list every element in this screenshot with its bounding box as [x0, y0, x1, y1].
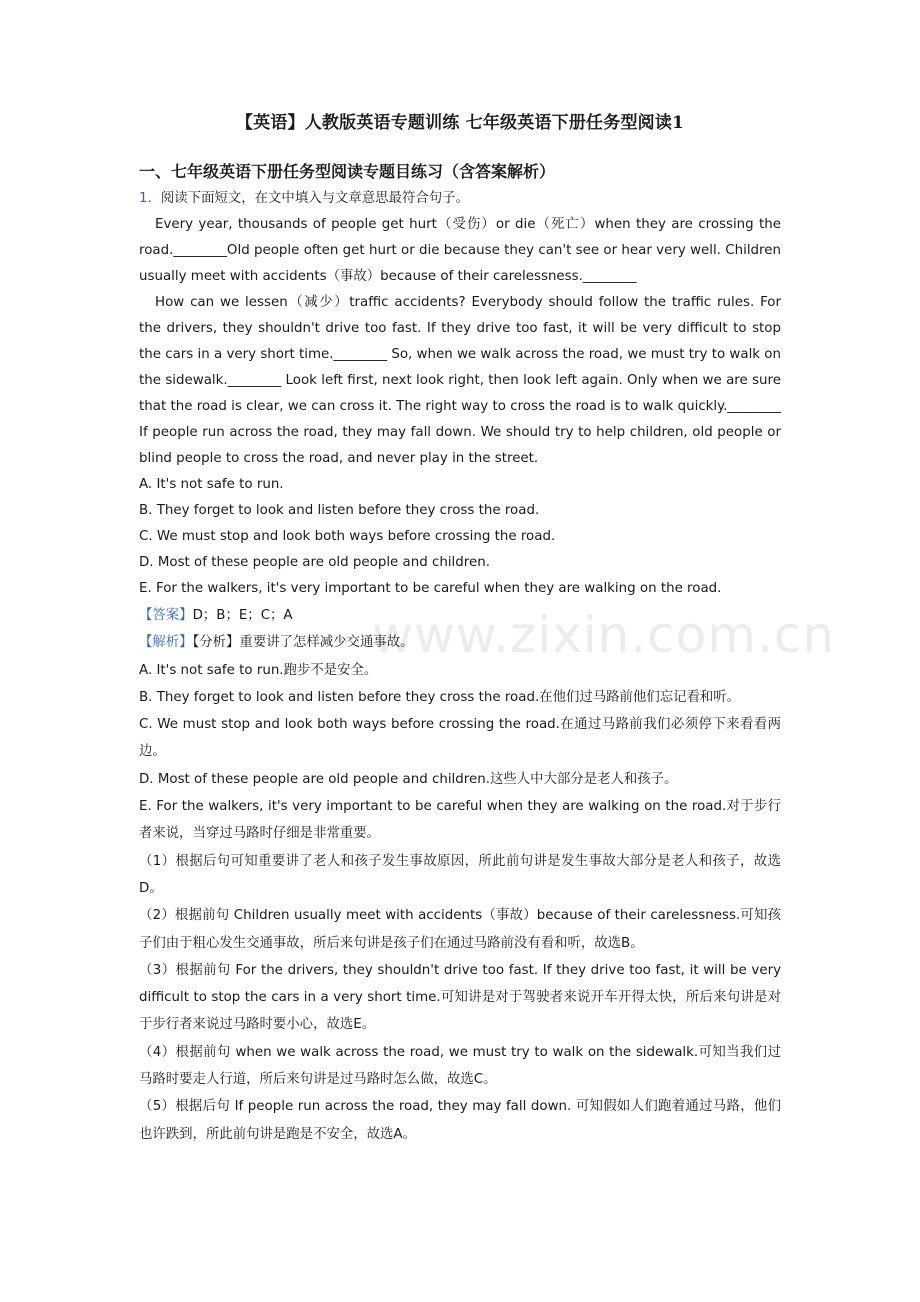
translation-b: B. They forget to look and listen before they cross the road.在他们过马路前他们忘记看和听。: [139, 689, 741, 705]
translation-e: E. For the walkers, it's very important to be careful when they are walking on the road.对于步行者来说，当穿过马路时仔细是非常重要。: [139, 799, 781, 842]
analysis-line: [139, 629, 781, 656]
document-page: [139, 108, 781, 1148]
question-number: 1．: [139, 191, 161, 206]
analysis-step-1: （1）根据后句可知重要讲了老人和孩子发生事故原因，所此前句讲是发生事故大部分是老人和孩子，故选D。: [139, 853, 781, 896]
analysis-step-3: （3）根据前句 For the drivers, they shouldn't drive too fast. If they drive too fast, it will be very difficult to stop the cars in a very short time.可知讲是对于驾驶者来说开车开得太快，所后来句讲是对于步行者来说过马路时要小心，故选E。: [139, 962, 781, 1033]
option-e: E. For the walkers, it's very important to be careful when they are walking on the road.: [139, 581, 722, 596]
answer-label: 【答案】: [139, 608, 193, 623]
analysis-step-4: （4）根据前句 when we walk across the road, we must try to walk on the sidewalk.可知当我们过马路时要走人行道，所后来句讲是过马路时怎么做，故选C。: [139, 1044, 781, 1088]
watermark: www.zixin.com.cn: [372, 606, 836, 664]
passage-paragraph-1: Every year, thousands of people get hurt（受伤）or die（死亡）when they are crossing the road.________Old people often get hurt or die because they can't see or hear very well. Children usually meet with accidents（事故）because of their carelessness.________: [139, 217, 781, 284]
translation-a: A. It's not safe to run.跑步不是安全。: [139, 662, 378, 678]
option-d: D. Most of these people are old people and children.: [139, 555, 490, 570]
analysis-label: 【解析】: [139, 635, 193, 651]
question-instruction: [139, 186, 781, 212]
document-title: 【英语】人教版英语专题训练 七年级英语下册任务型阅读1: [235, 113, 685, 133]
answer-text: D；B；E；C；A: [192, 608, 293, 623]
option-b: B. They forget to look and listen before they cross the road.: [139, 503, 540, 518]
answer-line: [139, 602, 781, 629]
instruction-text: 阅读下面短文，在文中填入与文章意思最符合句子。: [160, 191, 469, 206]
section-heading: 一、七年级英语下册任务型阅读专题目练习（含答案解析）: [139, 162, 556, 181]
passage-paragraph-2: How can we lessen（减少）traffic accidents? Everybody should follow the traffic rules. For the drivers, they shouldn't drive too fast. If they drive too fast, it will be very difficult to stop the cars in a very short time.________ So, when we walk across the road, we must try to walk on the sidewalk.________ Look left first, next look right, then look left again. Only when we are sure that the road is clear, we can cross it. The right way to cross the road is to walk quickly.________ If people run across the road, they may fall down. We should try to help children, old people or blind people to cross the road, and never play in the street.: [139, 295, 781, 466]
option-a: A. It's not safe to run.: [139, 477, 284, 492]
translation-c: C. We must stop and look both ways before crossing the road.在通过马路前我们必须停下来看看两边。: [139, 717, 781, 760]
analysis-intro: 【分析】重要讲了怎样减少交通事故。: [192, 635, 414, 651]
analysis-step-5: （5）根据后句 If people run across the road, they may fall down. 可知假如人们跑着通过马路，他们也许跌到，所此前句讲是跑是不安全，故选A。: [139, 1099, 781, 1142]
analysis-step-2: （2）根据前句 Children usually meet with accidents（事故）because of their carelessness.可知孩子们由于粗心发生交通事故，所后来句讲是孩子们在通过马路前没有看和听，故选B。: [139, 908, 781, 951]
translation-d: D. Most of these people are old people and children.这些人中大部分是老人和孩子。: [139, 771, 678, 787]
option-c: C. We must stop and look both ways before crossing the road.: [139, 529, 556, 544]
